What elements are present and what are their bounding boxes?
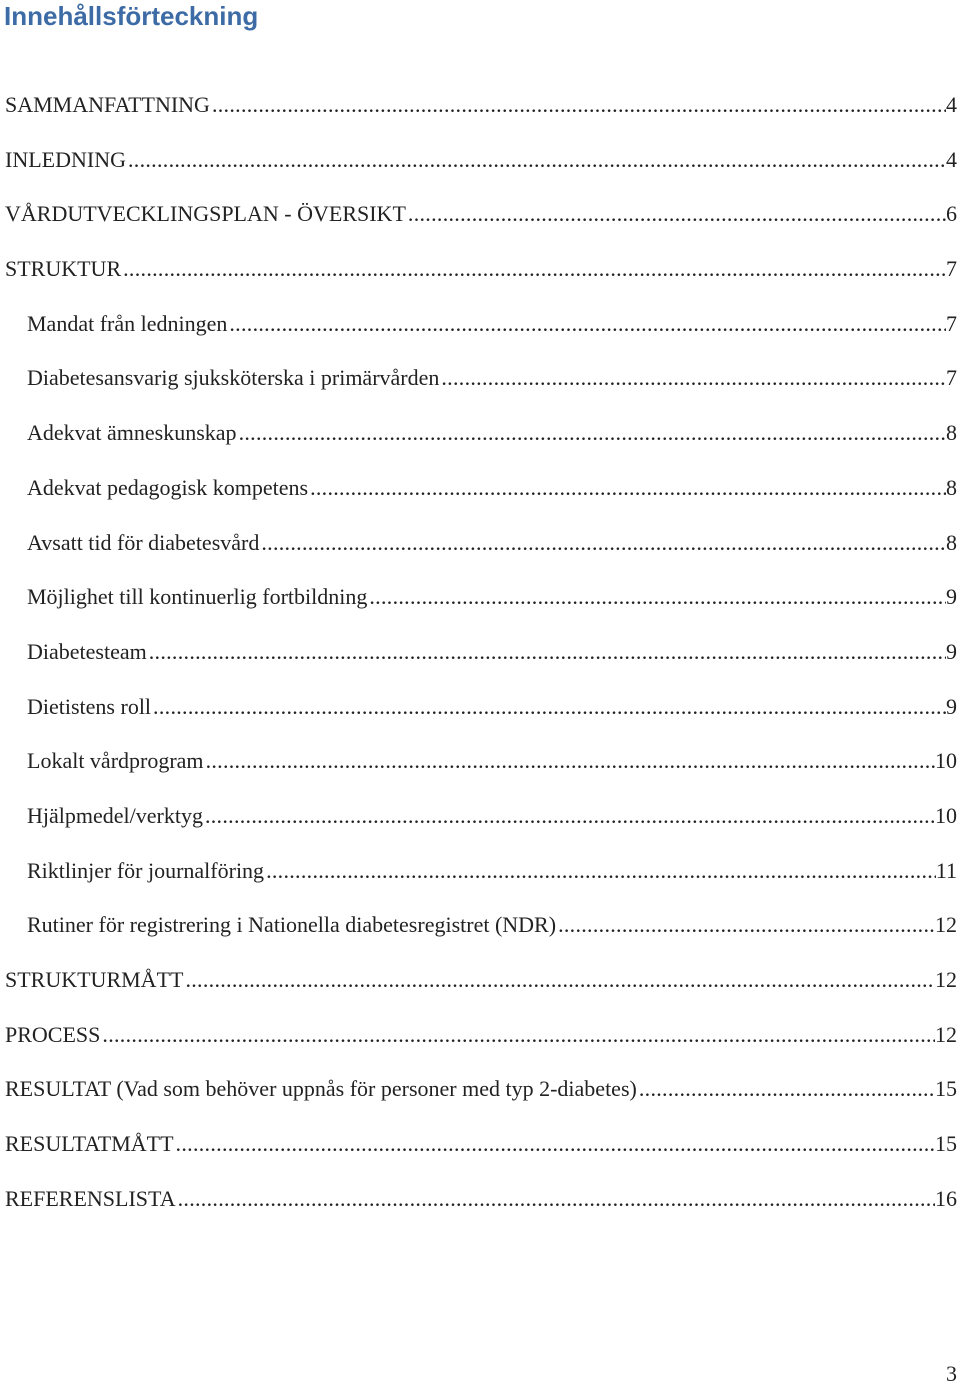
toc-list bbox=[0, 82, 960, 1230]
toc-entry-label: Rutiner för registrering i Nationella diabetesregistret (NDR) bbox=[27, 912, 557, 938]
dot-leader bbox=[147, 629, 946, 675]
toc-entry-page: 12 bbox=[935, 912, 957, 938]
toc-entry-page: 8 bbox=[946, 529, 957, 555]
toc-entry-sammanfattning[interactable] bbox=[0, 82, 960, 137]
toc-entry-pedagogisk-kompetens[interactable] bbox=[0, 465, 960, 520]
toc-entry-label: Lokalt vårdprogram bbox=[27, 748, 204, 774]
toc-entry-diabetesteam[interactable] bbox=[0, 629, 960, 684]
toc-entry-page: 9 bbox=[946, 638, 957, 664]
toc-entry-avsatt-tid[interactable] bbox=[0, 520, 960, 575]
toc-entry-resultat[interactable] bbox=[0, 1066, 960, 1121]
toc-entry-page: 15 bbox=[935, 1076, 957, 1102]
dot-leader bbox=[439, 355, 946, 401]
toc-entry-page: 8 bbox=[946, 474, 957, 500]
toc-entry-label: Mandat från ledningen bbox=[27, 310, 228, 336]
toc-entry-page: 4 bbox=[946, 146, 957, 172]
dot-leader bbox=[204, 738, 935, 784]
toc-entry-lokalt-vardprogram[interactable] bbox=[0, 738, 960, 793]
toc-entry-diabetesansvarig[interactable] bbox=[0, 355, 960, 410]
toc-entry-label: STRUKTUR bbox=[5, 256, 122, 282]
toc-entry-label: VÅRDUTVECKLINGSPLAN - ÖVERSIKT bbox=[5, 201, 406, 227]
toc-entry-label: Adekvat pedagogisk kompetens bbox=[27, 474, 309, 500]
toc-entry-label: STRUKTURMÅTT bbox=[5, 967, 184, 992]
dot-leader bbox=[406, 191, 946, 237]
toc-entry-strukturmatt[interactable] bbox=[0, 957, 960, 1012]
toc-entry-page: 8 bbox=[946, 420, 957, 446]
toc-entry-page: 12 bbox=[935, 967, 957, 992]
toc-entry-label: RESULTATMÅTT bbox=[5, 1131, 174, 1157]
toc-entry-label: Dietistens roll bbox=[27, 693, 152, 719]
toc-entry-page: 7 bbox=[946, 365, 957, 391]
toc-entry-fortbildning[interactable] bbox=[0, 574, 960, 629]
toc-entry-page: 9 bbox=[946, 693, 957, 719]
toc-entry-inledning[interactable] bbox=[0, 137, 960, 192]
dot-leader bbox=[227, 301, 946, 347]
dot-leader bbox=[176, 1176, 935, 1222]
dot-leader bbox=[174, 1121, 935, 1167]
toc-entry-page: 7 bbox=[946, 310, 957, 336]
toc-entry-label: PROCESS bbox=[5, 1021, 101, 1047]
toc-entry-referenslista[interactable] bbox=[0, 1176, 960, 1231]
toc-entry-amneskunskap[interactable] bbox=[0, 410, 960, 465]
dot-leader bbox=[556, 902, 935, 948]
toc-entry-label: Möjlighet till kontinuerlig fortbildning bbox=[27, 584, 368, 610]
toc-entry-label: RESULTAT (Vad som behöver uppnås för personer med typ 2-diabetes) bbox=[5, 1076, 637, 1102]
toc-entry-struktur[interactable] bbox=[0, 246, 960, 301]
dot-leader bbox=[637, 1066, 935, 1112]
dot-leader bbox=[203, 793, 935, 839]
toc-entry-label: Riktlinjer för journalföring bbox=[27, 857, 265, 883]
page-number: 3 bbox=[946, 1361, 957, 1386]
dot-leader bbox=[183, 957, 935, 1003]
toc-entry-mandat[interactable] bbox=[0, 301, 960, 356]
toc-entry-label: REFERENSLISTA bbox=[5, 1185, 176, 1211]
dot-leader bbox=[367, 574, 946, 620]
toc-entry-label: Hjälpmedel/verktyg bbox=[27, 802, 203, 828]
dot-leader bbox=[264, 848, 936, 894]
toc-entry-page: 12 bbox=[935, 1021, 957, 1047]
toc-entry-hjalpmedel[interactable] bbox=[0, 793, 960, 848]
toc-entry-label: SAMMANFATTNING bbox=[5, 92, 210, 117]
toc-title: Innehållsförteckning bbox=[4, 1, 259, 31]
toc-entry-ndr-registrering[interactable] bbox=[0, 902, 960, 957]
toc-entry-page: 10 bbox=[935, 748, 957, 774]
toc-entry-journalforing[interactable] bbox=[0, 848, 960, 903]
toc-entry-page: 4 bbox=[946, 92, 957, 117]
toc-entry-page: 7 bbox=[946, 256, 957, 282]
toc-entry-page: 9 bbox=[946, 584, 957, 610]
toc-entry-process[interactable] bbox=[0, 1012, 960, 1067]
dot-leader bbox=[151, 684, 946, 730]
toc-entry-page: 15 bbox=[935, 1131, 957, 1157]
toc-entry-label: Avsatt tid för diabetesvård bbox=[27, 529, 260, 555]
toc-entry-page: 6 bbox=[946, 201, 957, 227]
dot-leader bbox=[100, 1012, 935, 1058]
toc-entry-page: 11 bbox=[935, 857, 957, 883]
toc-entry-label: Adekvat ämneskunskap bbox=[27, 420, 237, 446]
toc-entry-label: Diabetesteam bbox=[27, 638, 147, 664]
toc-entry-label: INLEDNING bbox=[5, 146, 126, 172]
toc-entry-label: Diabetesansvarig sjuksköterska i primärvården bbox=[27, 365, 440, 391]
dot-leader bbox=[210, 82, 946, 128]
toc-entry-vardutvecklingsplan[interactable] bbox=[0, 191, 960, 246]
dot-leader bbox=[126, 137, 946, 183]
dot-leader bbox=[308, 465, 946, 511]
dot-leader bbox=[237, 410, 946, 456]
toc-entry-dietistens-roll[interactable] bbox=[0, 684, 960, 739]
toc-entry-page: 16 bbox=[935, 1185, 957, 1211]
dot-leader bbox=[259, 520, 946, 566]
toc-entry-resultatmatt[interactable] bbox=[0, 1121, 960, 1176]
toc-entry-page: 10 bbox=[935, 802, 957, 828]
dot-leader bbox=[121, 246, 946, 292]
